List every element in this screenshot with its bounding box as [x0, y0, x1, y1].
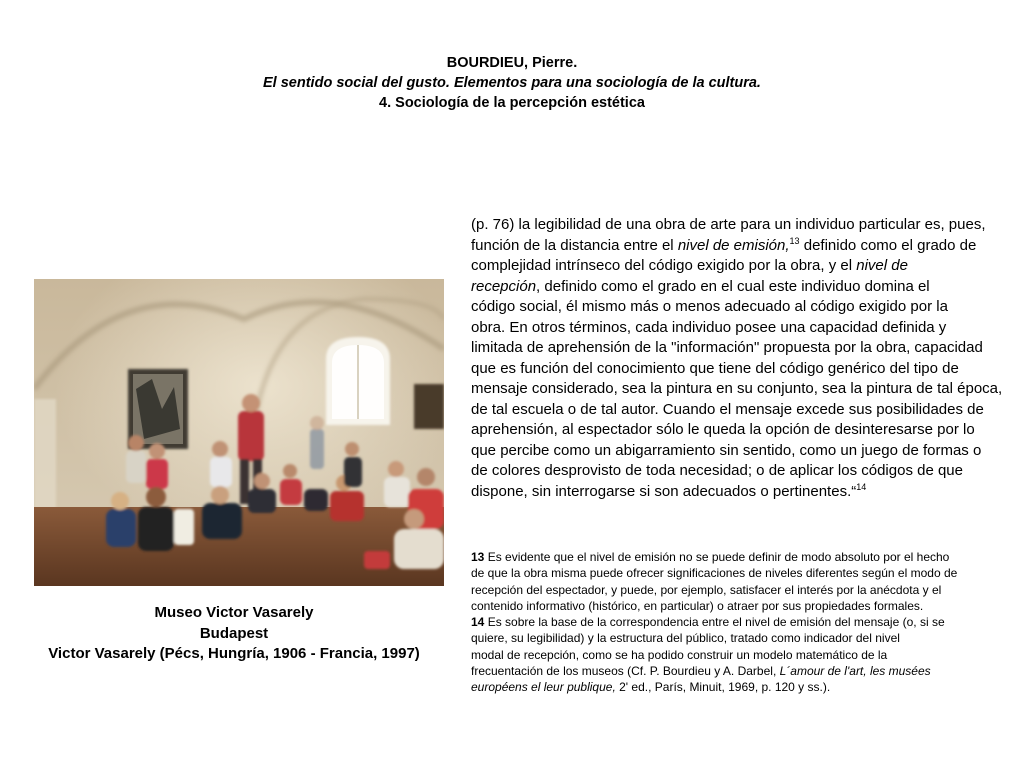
- quote-line: obra. En otros términos, cada individuo posee una capacidad definida y: [471, 318, 947, 336]
- quote-fragment-italic: nivel de emisión,: [677, 236, 790, 254]
- footnote-14-number: 14: [471, 615, 485, 630]
- quote-line: [471, 482, 1023, 503]
- quote-line: código social, él mismo más o menos adecuado al código exigido por la: [471, 298, 948, 315]
- quote-fragment: , definido como el grado en el cual este individuo domina el: [536, 277, 930, 295]
- footnote-13-line: [471, 549, 1001, 565]
- quote-line: [471, 256, 1023, 277]
- quote-line: mensaje considerado, sea la pintura en su conjunto, sea la pintura de tal época,: [471, 380, 1003, 397]
- footnote-14-citation-title: européens el leur publique,: [471, 680, 616, 695]
- footnote-14-citation-title: L´amour de l'art, les musées: [779, 664, 931, 679]
- museum-photo-image: [34, 279, 444, 586]
- slide-header: [0, 53, 1024, 113]
- footnote-14-line: [471, 663, 1001, 679]
- footnote-13-text: Es evidente que el nivel de emisión no se puede definir de modo absoluto por el hecho: [484, 550, 950, 564]
- chapter-title: 4. Sociología de la percepción estética: [379, 95, 645, 111]
- footnote-13-line: contenido informativo (histórico, en particular) o atraer por sus propiedades formales.: [471, 598, 924, 613]
- author-name: BOURDIEU, Pierre.: [446, 55, 578, 71]
- quote-line: que es función del conocimiento que tiene del código genérico del tipo de: [471, 359, 959, 377]
- footnote-13-line: de que la obra misma puede ofrecer significaciones de niveles diferentes según el modo de: [471, 566, 958, 581]
- footnote-ref-13: 13: [789, 235, 800, 246]
- quote-line: que percibe como un abigarramiento sin sentido, como un juego de formas o: [471, 441, 982, 459]
- quote-fragment: complejidad intrínseco del código exigido por la obra, y el: [471, 257, 857, 274]
- footnote-14-text: 2' ed., París, Minuit, 1969, p. 120 y ss.).: [615, 680, 831, 695]
- footnote-ref-14: 14: [856, 481, 867, 492]
- quote-line: (p. 76) la legibilidad de una obra de arte para un individuo particular es, pues,: [471, 216, 986, 233]
- footnotes: [471, 549, 1001, 696]
- museum-photo: [34, 279, 444, 586]
- caption-city: Budapest: [199, 624, 269, 642]
- quote-line: de tal escuela o de tal autor. Cuando el mensaje excede sus posibilidades de: [471, 400, 984, 418]
- photo-caption: [34, 603, 434, 665]
- footnote-13-number: 13: [471, 550, 485, 564]
- footnote-14-text: Es sobre la base de la correspondencia entre el nivel de emisión del mensaje (o, si se: [484, 615, 945, 630]
- quote-text: [471, 215, 1023, 502]
- footnote-14-line: quiere, su legibilidad) y la estructura del público, tratado como indicador del nivel: [471, 631, 900, 646]
- footnote-14-line: [471, 679, 1001, 695]
- footnote-13-line: recepción del espectador, y puede, por ejemplo, satisfacer el interés por la anécdota y el: [471, 582, 942, 597]
- quote-line: limitada de aprehensión de la "información" propuesta por la obra, capacidad: [471, 339, 983, 356]
- quote-fragment-italic: nivel de: [856, 257, 908, 274]
- quote-fragment: función de la distancia entre el: [471, 236, 678, 254]
- caption-museum: Museo Victor Vasarely: [154, 604, 314, 621]
- quote-line: [471, 236, 1023, 257]
- footnote-14-line: [471, 614, 1001, 630]
- footnote-14-line: modal de recepción, como se ha podido construir un modelo matemático de la: [471, 647, 888, 662]
- quote-line: de colores desprovisto de toda necesidad; o de aplicar los códigos de que: [471, 462, 963, 479]
- caption-artist: Victor Vasarely (Pécs, Hungría, 1906 - Francia, 1997): [48, 645, 420, 662]
- quote-fragment-italic: recepción: [471, 277, 537, 295]
- quote-line: aprehensión, al espectador sólo le queda la opción de desinteresarse por lo: [471, 421, 975, 438]
- quote-fragment: definido como el grado de: [799, 236, 977, 254]
- book-title: El sentido social del gusto. Elementos para una sociología de la cultura.: [263, 75, 761, 91]
- quote-fragment: dispone, sin interrogarse si son adecuados o pertinentes.“: [471, 482, 857, 500]
- quote-line: [471, 277, 1023, 298]
- footnote-14-text: frecuentación de los museos (Cf. P. Bourdieu y A. Darbel,: [471, 664, 780, 679]
